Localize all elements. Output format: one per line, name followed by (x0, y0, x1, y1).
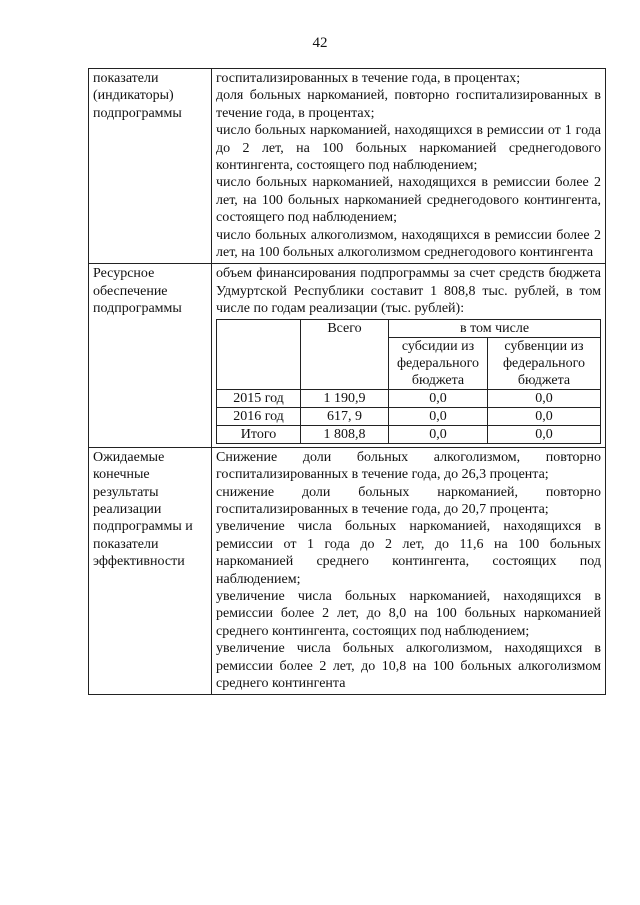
funding-subventions: 0,0 (488, 389, 601, 407)
table-row (217, 407, 601, 425)
indicator-text-1: госпитализированных в течение года, в процентах; (216, 71, 521, 86)
table-row-results (89, 447, 606, 695)
funding-subsidies: 0,0 (389, 425, 488, 443)
table-row-total (217, 425, 601, 443)
funding-header-row (217, 319, 601, 337)
funding-header-total: Всего (301, 319, 389, 389)
funding-header-including: в том числе (389, 319, 601, 337)
indicator-text-5: число больных алкоголизмом, находящихся в ремиссии более 2 лет, на 100 больных алкоголизмом среднегодового контингента (216, 227, 601, 261)
result-text-4: увеличение числа больных наркоманией, находящихся в ремиссии более 2 лет, до 8,0 на 100 больных наркоманией среднего контингента, состоящих под наблюдением; (216, 588, 601, 639)
funding-total: 617, 9 (301, 407, 389, 425)
page-number: 42 (312, 35, 328, 51)
indicator-text-3: число больных наркоманией, находящихся в ремиссии от 1 года до 2 лет, на 100 больных наркоманией среднегодового контингента, состоящего под наблюдением; (216, 123, 601, 174)
table-row (217, 389, 601, 407)
indicator-text-2: доля больных наркоманией, повторно госпитализированных в течение года, в процентах; (216, 88, 601, 121)
result-text-5: увеличение числа больных алкоголизмом, находящихся в ремиссии более 2 лет, до 10,8 на 100 больных алкоголизмом среднего контингента (216, 641, 601, 691)
funding-total: 1 190,9 (301, 389, 389, 407)
funding-header-year (217, 319, 301, 389)
funding-year: 2015 год (217, 389, 301, 407)
funding-year: 2016 год (217, 407, 301, 425)
row-label-indicators: показатели (индикаторы) подпрограммы (89, 69, 212, 264)
row-content-results (212, 447, 606, 695)
passport-table (88, 68, 606, 695)
funding-subsidies: 0,0 (389, 407, 488, 425)
funding-subventions: 0,0 (488, 425, 601, 443)
funding-subsidies: 0,0 (389, 389, 488, 407)
funding-header-subsidies: субсидии из федерального бюджета (389, 337, 488, 389)
funding-header-subventions: субвенции из федерального бюджета (488, 337, 601, 389)
funding-table (216, 319, 601, 444)
funding-text: объем финансирования подпрограммы за счет средств бюджета Удмуртской Республики составит 1 808,8 тыс. рублей, в том числе по годам реализации (тыс. рублей): (216, 266, 601, 317)
row-label-results: Ожидаемые конечные результаты реализации подпрограммы и показатели эффективности (89, 447, 212, 695)
result-text-1: Снижение доли больных алкоголизмом, повторно госпитализированных в течение года, до 26,3 процента; (216, 449, 601, 483)
row-content-resources (212, 264, 606, 447)
table-row-resources (89, 264, 606, 447)
result-text-2: снижение доли больных наркоманией, повторно госпитализированных в течение года, до 20,7 процента; (216, 484, 601, 517)
table-row-indicators (89, 69, 606, 264)
funding-year: Итого (217, 425, 301, 443)
row-label-resources: Ресурсное обеспечение подпрограммы (89, 264, 212, 447)
result-text-3: увеличение числа больных наркоманией, находящихся в ремиссии от 1 года до 2 лет, до 11,6 на 100 больных наркоманией среднего контингента, состоящих под наблюдением; (216, 519, 601, 587)
row-content-indicators (212, 69, 606, 264)
funding-subventions: 0,0 (488, 407, 601, 425)
funding-total: 1 808,8 (301, 425, 389, 443)
indicator-text-4: число больных наркоманией, находящихся в ремиссии более 2 лет, на 100 больных наркоманией среднегодового контингента, состоящего под наблюдением; (216, 175, 601, 226)
